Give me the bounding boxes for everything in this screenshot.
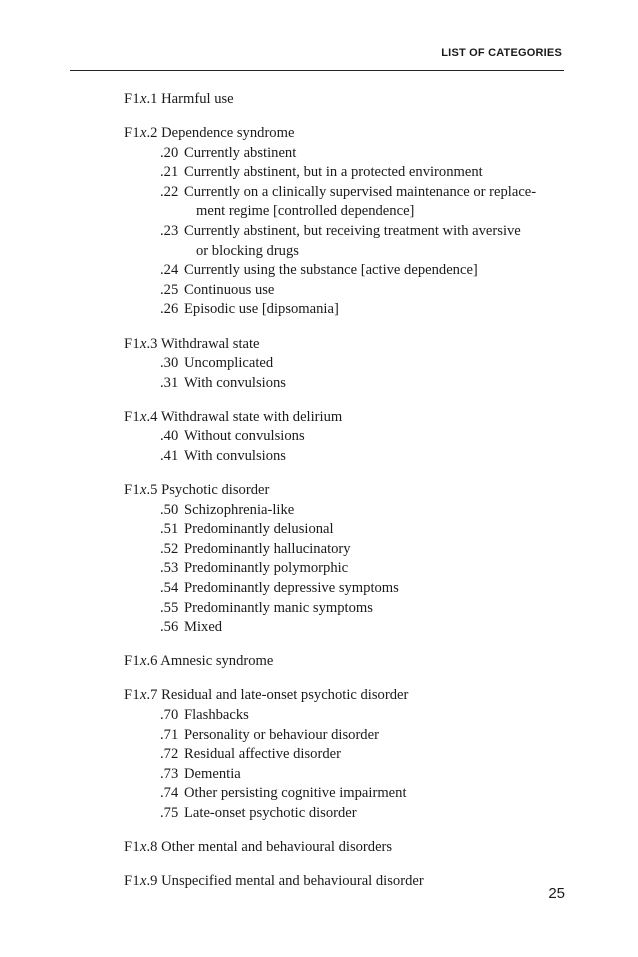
category-code-prefix: F1	[124, 687, 141, 704]
subcategory-code: .40	[160, 428, 179, 445]
category-code-prefix: F1	[124, 482, 141, 499]
subcategory-code: .54	[160, 580, 179, 597]
category-group	[124, 872, 569, 892]
category-heading	[124, 335, 569, 355]
subcategory-text: Predominantly delusional	[184, 521, 334, 538]
category-group	[124, 408, 569, 467]
subcategory-code: .52	[160, 540, 179, 557]
category-code-prefix: F1	[124, 408, 141, 425]
subcategory-text: Currently on a clinically supervised maintenance or replace-	[184, 183, 537, 200]
subcategory-code: .31	[160, 374, 179, 391]
subcategory-code: .22	[160, 183, 179, 200]
category-heading	[124, 872, 569, 892]
subcategory-code: .74	[160, 785, 179, 802]
subcategory-code: .53	[160, 560, 179, 577]
subcategory-item	[124, 579, 569, 599]
subcategory-text: Other persisting cognitive impairment	[184, 785, 407, 802]
category-code-x: x	[140, 408, 147, 425]
subcategory-item	[124, 618, 569, 638]
subcategory-item	[124, 447, 569, 467]
category-title: Harmful use	[161, 91, 234, 107]
category-code-prefix: F1	[124, 653, 141, 670]
subcategory-text: Residual affective disorder	[184, 746, 341, 763]
category-heading	[124, 686, 569, 706]
subcategory-code: .24	[160, 262, 179, 279]
category-list	[124, 90, 569, 906]
subcategory-item	[124, 599, 569, 619]
category-code-suffix: .9	[146, 873, 158, 890]
subcategory-code: .55	[160, 599, 179, 616]
running-head: LIST OF CATEGORIES	[441, 47, 562, 59]
category-title: Psychotic disorder	[161, 482, 270, 499]
subcategory-text: With convulsions	[184, 374, 286, 391]
subcategory-code: .20	[160, 144, 179, 161]
category-heading	[124, 838, 569, 858]
category-heading	[124, 652, 569, 672]
subcategory-code: .56	[160, 619, 179, 636]
category-title: Dependence syndrome	[161, 125, 295, 142]
subcategory-text: Personality or behaviour disorder	[184, 726, 379, 743]
subcategory-code: .41	[160, 448, 179, 464]
subcategory-text: Predominantly polymorphic	[184, 560, 349, 577]
subcategory-text: Predominantly manic symptoms	[184, 599, 373, 616]
page-number: 25	[548, 885, 565, 902]
subcategory-text: Without convulsions	[184, 428, 305, 445]
subcategory-code: .25	[160, 281, 179, 298]
subcategory-text: Dementia	[184, 765, 241, 782]
subcategory-text: With convulsions	[184, 448, 286, 464]
category-code-prefix: F1	[124, 125, 141, 142]
subcategory-item	[124, 261, 569, 281]
subcategory-code: .70	[160, 707, 179, 724]
subcategory-code: .26	[160, 301, 179, 318]
subcategory-text: Continuous use	[184, 281, 275, 298]
category-code-suffix: .6	[146, 653, 158, 670]
category-code-suffix: .5	[146, 482, 158, 499]
category-code-prefix: F1	[124, 873, 141, 890]
header-rule	[70, 70, 564, 71]
category-code-suffix: .4	[146, 408, 158, 425]
category-code-suffix: .7	[146, 687, 158, 704]
category-code-suffix: .1	[146, 91, 158, 107]
subcategory-item	[124, 300, 569, 320]
subcategory-item	[124, 501, 569, 521]
subcategory-item	[124, 183, 569, 222]
subcategory-text-continuation: or blocking drugs	[196, 242, 299, 259]
category-heading	[124, 408, 569, 428]
category-code-x: x	[140, 125, 147, 142]
subcategory-item	[124, 745, 569, 765]
category-heading	[124, 124, 569, 144]
subcategory-code: .72	[160, 746, 179, 763]
subcategory-code: .73	[160, 765, 179, 782]
category-code-prefix: F1	[124, 91, 141, 107]
subcategory-code: .30	[160, 355, 179, 372]
category-title: Withdrawal state with delirium	[160, 408, 343, 425]
subcategory-text: Schizophrenia-like	[184, 501, 295, 518]
subcategory-text-continuation: ment regime [controlled dependence]	[196, 203, 415, 220]
subcategory-text: Mixed	[184, 619, 223, 636]
subcategory-item	[124, 804, 569, 824]
subcategory-item	[124, 163, 569, 183]
category-code-x: x	[140, 335, 147, 352]
category-title: Withdrawal state	[160, 335, 260, 352]
category-group	[124, 335, 569, 394]
category-title: Residual and late-onset psychotic disorder	[161, 687, 409, 704]
category-group	[124, 481, 569, 638]
category-code-prefix: F1	[124, 335, 141, 352]
category-code-x: x	[140, 482, 147, 499]
subcategory-text: Currently abstinent	[184, 144, 297, 161]
subcategory-text: Currently using the substance [active dependence]	[184, 262, 478, 279]
category-heading	[124, 481, 569, 501]
category-code-x: x	[140, 873, 147, 890]
category-code-suffix: .8	[146, 839, 158, 856]
category-group	[124, 652, 569, 672]
subcategory-item	[124, 374, 569, 394]
subcategory-code: .21	[160, 164, 179, 181]
category-code-prefix: F1	[124, 839, 141, 856]
category-title: Amnesic syndrome	[160, 653, 274, 670]
subcategory-code: .51	[160, 521, 179, 538]
subcategory-item	[124, 559, 569, 579]
subcategory-text: Currently abstinent, but receiving treatment with aversive	[184, 223, 521, 240]
category-code-suffix: .2	[146, 125, 158, 142]
subcategory-text: Uncomplicated	[184, 355, 274, 372]
category-group	[124, 686, 569, 823]
subcategory-item	[124, 784, 569, 804]
subcategory-item	[124, 427, 569, 447]
category-heading	[124, 90, 569, 110]
category-group	[124, 90, 569, 110]
category-code-x: x	[140, 687, 147, 704]
subcategory-item	[124, 354, 569, 374]
category-code-x: x	[140, 653, 147, 670]
subcategory-item	[124, 281, 569, 301]
subcategory-code: .50	[160, 501, 179, 518]
subcategory-item	[124, 726, 569, 746]
category-group	[124, 124, 569, 320]
subcategory-text: Late-onset psychotic disorder	[184, 805, 357, 821]
subcategory-code: .23	[160, 223, 179, 240]
subcategory-text: Episodic use [dipsomania]	[184, 301, 339, 318]
category-title: Unspecified mental and behavioural disorder	[161, 873, 424, 890]
subcategory-item	[124, 706, 569, 726]
category-group	[124, 838, 569, 858]
subcategory-item	[124, 520, 569, 540]
subcategory-item	[124, 222, 569, 261]
subcategory-text: Flashbacks	[184, 707, 249, 724]
subcategory-code: .71	[160, 726, 179, 743]
subcategory-item	[124, 540, 569, 560]
subcategory-text: Currently abstinent, but in a protected environment	[184, 164, 483, 181]
category-title: Other mental and behavioural disorders	[161, 839, 393, 856]
subcategory-code: .75	[160, 805, 179, 821]
category-code-suffix: .3	[146, 335, 158, 352]
subcategory-item	[124, 765, 569, 785]
category-code-x: x	[140, 839, 147, 856]
subcategory-item	[124, 144, 569, 164]
category-code-x: x	[140, 91, 147, 107]
subcategory-text: Predominantly hallucinatory	[184, 540, 351, 557]
subcategory-text: Predominantly depressive symptoms	[184, 580, 399, 597]
